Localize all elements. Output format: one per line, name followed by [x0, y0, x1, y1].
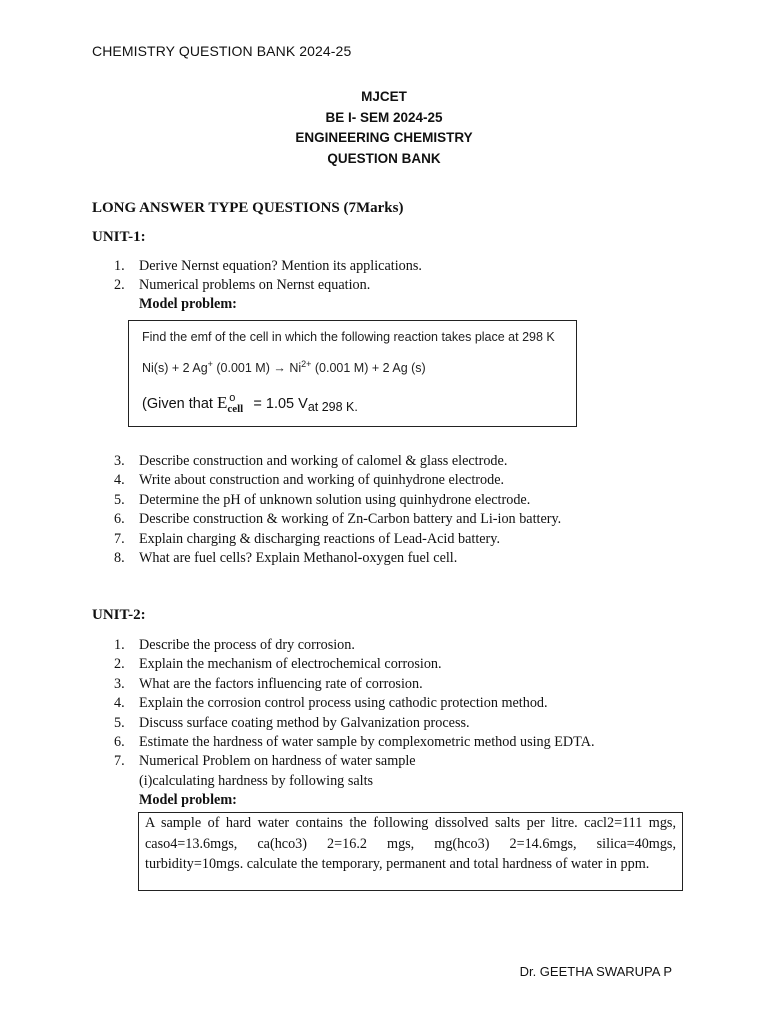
- list-item: [92, 257, 422, 276]
- document-title: QUESTION BANK: [327, 151, 441, 166]
- unit2-question-list: [92, 636, 595, 772]
- given-value: = 1.05 V: [249, 396, 308, 412]
- charge-superscript: 2+: [301, 359, 312, 369]
- unit1-question-list-b: [92, 452, 561, 568]
- standard-degree-mark: o: [229, 392, 236, 404]
- question-number: 4.: [114, 472, 125, 489]
- question-number: 1.: [114, 637, 125, 653]
- given-value-line: [142, 393, 358, 413]
- course-title: ENGINEERING CHEMISTRY: [295, 130, 473, 145]
- list-item: [92, 752, 595, 771]
- question-text: Discuss surface coating method by Galvanization process.: [139, 714, 470, 731]
- sub-item-text: (i)calculating hardness by following salts: [139, 773, 374, 789]
- cell-subscript: cell: [227, 403, 244, 415]
- question-number: 7.: [114, 530, 125, 547]
- charge-superscript: +: [207, 359, 213, 369]
- reaction-part: (0.001 M) + 2 Ag (s): [311, 361, 426, 376]
- given-suffix: at 298 K.: [307, 400, 358, 414]
- reaction-equation: [142, 359, 426, 375]
- question-number: 5.: [114, 491, 125, 508]
- list-item: [92, 714, 595, 733]
- question-text: Explain charging & discharging reactions of Lead-Acid battery.: [139, 530, 501, 547]
- author-footer: Dr. GEETHA SWARUPA P: [519, 964, 672, 979]
- question-number: 8.: [114, 549, 125, 566]
- model-problem-label: Model problem:: [139, 296, 237, 312]
- question-number: 6.: [114, 733, 125, 750]
- list-item: [92, 491, 561, 510]
- emf-symbol: E: [216, 393, 228, 412]
- list-item: [92, 694, 595, 713]
- question-text: Numerical Problem on hardness of water sample: [139, 753, 416, 770]
- list-item: [92, 530, 561, 549]
- list-item: [92, 471, 561, 490]
- unit1-heading: UNIT-1:: [92, 229, 146, 245]
- question-text: Determine the pH of unknown solution using quinhydrone electrode.: [139, 491, 531, 508]
- given-prefix: (Given that: [142, 396, 217, 412]
- question-text: Explain the corrosion control process using cathodic protection method.: [139, 695, 548, 712]
- question-text: Describe the process of dry corrosion.: [139, 637, 355, 653]
- institution-name: MJCET: [361, 89, 407, 104]
- problem-statement: Find the emf of the cell in which the following reaction takes place at 298 K: [142, 330, 555, 344]
- question-number: 3.: [114, 675, 125, 692]
- question-number: 2.: [114, 277, 125, 294]
- question-number: 4.: [114, 695, 125, 712]
- question-number: 7.: [114, 753, 125, 770]
- question-text: What are the factors influencing rate of corrosion.: [139, 675, 423, 692]
- question-number: 1.: [114, 258, 125, 274]
- list-item: [92, 655, 595, 674]
- question-number: 3.: [114, 453, 125, 469]
- hardness-problem-box: A sample of hard water contains the following dissolved salts per litre. cacl2=111 mgs, caso4=13.6mgs, ca(hco3) 2=16.2 mgs, mg(hco3) 2=14.6mgs, silica=40mgs, turbidity=10mgs. calculate the temporary, permanent and total hardness of water in ppm.: [138, 812, 683, 891]
- question-text: Write about construction and working of quinhydrone electrode.: [139, 472, 505, 489]
- question-text: Derive Nernst equation? Mention its applications.: [139, 258, 422, 274]
- model-problem-label: Model problem:: [139, 792, 237, 808]
- semester-line: BE I- SEM 2024-25: [325, 110, 443, 125]
- unit1-question-list-a: [92, 257, 422, 296]
- list-item: [92, 549, 561, 568]
- question-number: 2.: [114, 656, 125, 673]
- question-text: What are fuel cells? Explain Methanol-oxygen fuel cell.: [139, 549, 458, 566]
- question-text: Estimate the hardness of water sample by complexometric method using EDTA.: [139, 733, 595, 750]
- list-item: [92, 510, 561, 529]
- list-item: [92, 675, 595, 694]
- question-number: 5.: [114, 714, 125, 731]
- unit2-heading: UNIT-2:: [92, 607, 146, 623]
- long-answer-heading: LONG ANSWER TYPE QUESTIONS (7Marks): [92, 200, 404, 216]
- model-problem-box: [128, 320, 577, 427]
- question-text: Describe construction and working of calomel & glass electrode.: [139, 453, 508, 469]
- reaction-part: Ni(s) + 2 Ag: [142, 361, 208, 376]
- list-item: [92, 452, 561, 471]
- list-item: [92, 636, 595, 655]
- question-text: Explain the mechanism of electrochemical corrosion.: [139, 656, 442, 673]
- question-text: Describe construction & working of Zn-Carbon battery and Li-ion battery.: [139, 511, 562, 528]
- list-item: [92, 276, 422, 295]
- list-item: [92, 733, 595, 752]
- header-text: CHEMISTRY QUESTION BANK 2024-25: [92, 43, 352, 59]
- reaction-part: (0.001 M) → Ni: [212, 361, 302, 376]
- question-text: Numerical problems on Nernst equation.: [139, 277, 371, 294]
- question-number: 6.: [114, 511, 125, 528]
